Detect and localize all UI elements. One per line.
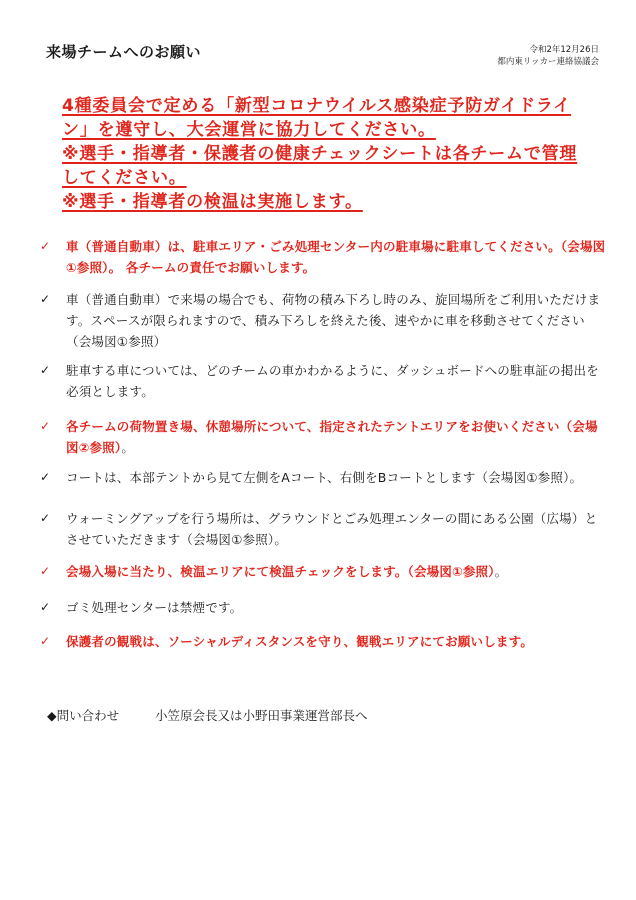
notice-line-5: ※選手・指導者の検温は実施します。 [62,192,363,212]
list-item-text: 会場入場に当たり、検温エリアにて検温チェックをします。（会場図①参照）。 [66,564,508,579]
list-item-text: 各チームの荷物置き場、休憩場所について、指定されたテントエリアをお使いください（会場図②参照）。 [66,419,598,455]
notice-line-3: ※選手・指導者・保護者の健康チェックシートは各チームで管理 [62,144,578,164]
check-icon: ✓ [40,363,51,377]
check-icon: ✓ [40,470,51,484]
check-icon: ✓ [40,239,51,253]
list-item-text: 保護者の観戦は、ソーシャルディスタンスを守り、観戦エリアにてお願いします。 [66,634,534,649]
list-item [38,416,608,458]
check-icon: ✓ [40,292,51,306]
list-item-text: 車（普通自動車）で来場の場合でも、荷物の積み下ろし時のみ、旋回場所をご利用いただけます。スペースが限られますので、積み下ろしを終えた後、速やかに車を移動させてください（会場図①参照） [66,292,601,349]
notice-line-1: 4種委員会で定める「新型コロナウイルス感染症予防ガイドライ [62,96,571,116]
check-icon: ✓ [40,600,51,614]
list-item [38,236,608,278]
check-icon: ✓ [40,419,51,433]
list-item-text: コートは、本部テントから見て左側をAコート、右側をBコートとします（会場図①参照）。 [66,470,583,485]
list-item [38,360,608,402]
check-icon: ✓ [40,511,51,525]
notice-line-4: してください。 [62,168,187,188]
issuing-organization: 都内東リッカー連絡協議会 [497,57,599,67]
document-meta [497,44,599,68]
check-icon: ✓ [40,564,51,578]
list-item-text: ウォーミングアップを行う場所は、グラウンドとごみ処理エンターの間にある公園（広場）とさせていただきます（会場図①参照）。 [66,511,598,547]
list-item [38,597,608,618]
check-icon: ✓ [40,634,51,648]
list-item-text: ゴミ処理センターは禁煙です。 [66,600,243,615]
list-item [38,561,608,582]
list-item [38,508,608,550]
list-item [38,289,608,352]
notice-line-2: ン」を遵守し、大会運営に協力してください。 [62,120,436,140]
document-title: 来場チームへのお願い [46,43,202,61]
contact-value: 小笠原会長又は小野田事業運営部長へ [155,708,368,723]
issue-date: 令和2年12月26日 [529,45,599,55]
contact-info [47,706,368,726]
list-item [38,467,608,488]
list-item-text: 駐車する車については、どのチームの車かわかるように、ダッシュボードへの駐車証の掲出を必須とします。 [66,363,599,399]
contact-label: ◆問い合わせ [47,708,120,723]
important-notice [62,94,610,214]
list-item-text: 車（普通自動車）は、駐車エリア・ごみ処理センター内の駐車場に駐車してください。（会場図①参照）。 各チームの責任でお願いします。 [66,239,606,275]
list-item [38,631,608,652]
